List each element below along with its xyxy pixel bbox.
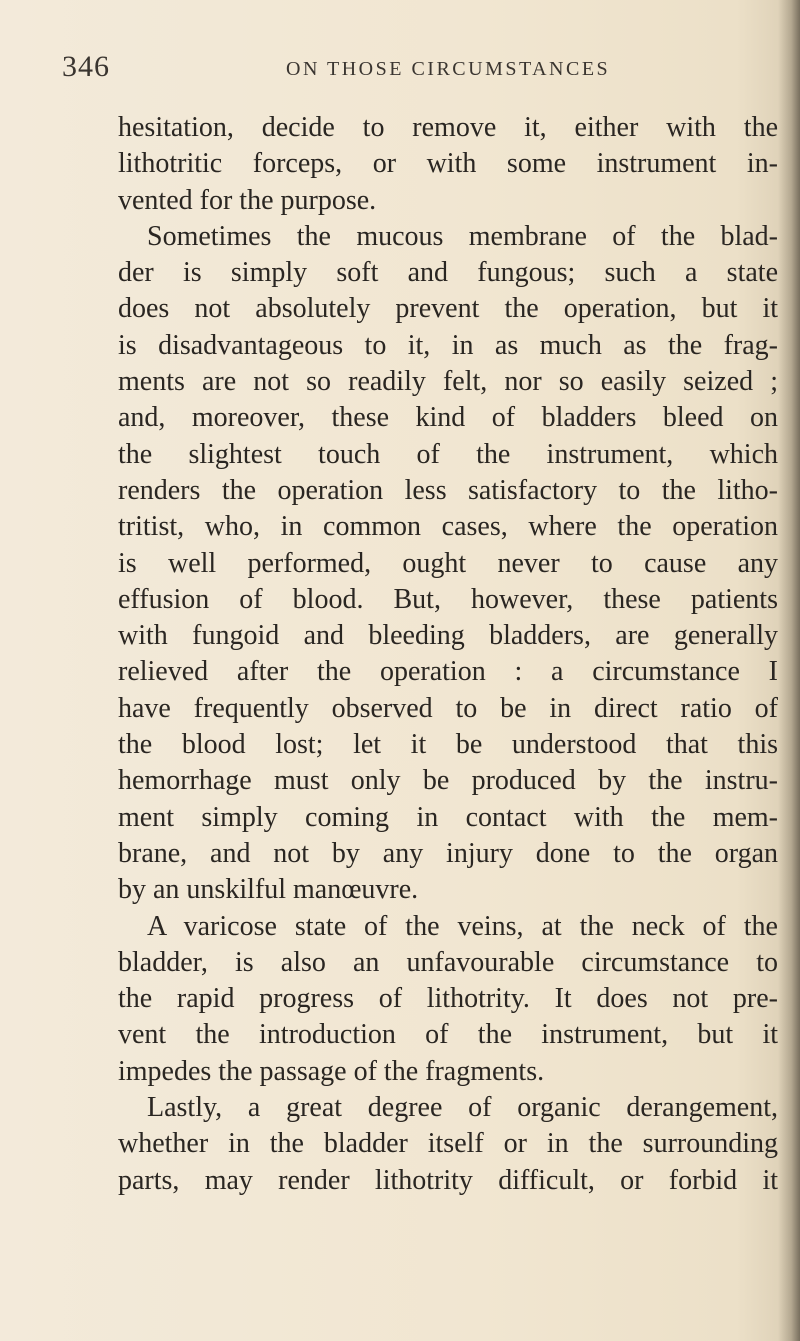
text-line-27: impedes the passage of the fragments. xyxy=(118,1055,545,1087)
text-line-13: is well performed, ought never to cause any xyxy=(118,547,778,579)
text-line-2: lithotritic forceps, or with some instrument in- xyxy=(118,148,778,180)
text-line-24: bladder, is also an unfavourable circumstance to xyxy=(118,946,778,978)
text-line-5: der is simply soft and fungous; such a state xyxy=(118,257,778,289)
body-text xyxy=(118,110,778,1199)
text-line-23: A varicose state of the veins, at the neck of the xyxy=(147,910,778,942)
text-line-18: the blood lost; let it be understood that this xyxy=(118,729,778,761)
text-line-26: vent the introduction of the instrument, but it xyxy=(118,1019,778,1051)
text-line-25: the rapid progress of lithotrity. It does not pre- xyxy=(118,983,778,1015)
text-line-11: renders the operation less satisfactory to the litho- xyxy=(118,474,778,506)
text-line-15: with fungoid and bleeding bladders, are generally xyxy=(118,620,778,652)
running-head: ON THOSE CIRCUMSTANCES xyxy=(286,58,611,80)
text-line-7: is disadvantageous to it, in as much as the frag- xyxy=(118,329,778,361)
text-line-9: and, moreover, these kind of bladders bleed on xyxy=(118,402,778,434)
text-line-20: ment simply coming in contact with the mem- xyxy=(118,801,778,833)
text-line-29: whether in the bladder itself or in the surrounding xyxy=(118,1128,778,1160)
page-edge-shadow xyxy=(778,0,800,1341)
text-line-1: hesitation, decide to remove it, either with the xyxy=(118,112,778,143)
text-line-10: the slightest touch of the instrument, which xyxy=(118,438,778,470)
text-line-8: ments are not so readily felt, nor so easily seized ; xyxy=(118,366,778,398)
page-number: 346 xyxy=(62,50,110,83)
text-line-14: effusion of blood. But, however, these patients xyxy=(118,583,778,615)
text-line-22: by an unskilful manœuvre. xyxy=(118,874,419,906)
text-line-19: hemorrhage must only be produced by the instru- xyxy=(118,765,778,797)
text-line-30: parts, may render lithotrity difficult, or forbid it xyxy=(118,1164,778,1196)
text-line-3: vented for the purpose. xyxy=(118,184,377,216)
text-line-12: tritist, who, in common cases, where the operation xyxy=(118,511,778,543)
text-line-17: have frequently observed to be in direct ratio of xyxy=(118,692,778,724)
text-line-16: relieved after the operation : a circumstance I xyxy=(118,656,778,688)
text-line-21: brane, and not by any injury done to the organ xyxy=(118,837,778,869)
text-line-6: does not absolutely prevent the operation, but it xyxy=(118,293,778,325)
text-line-4: Sometimes the mucous membrane of the blad- xyxy=(147,220,778,252)
text-line-28: Lastly, a great degree of organic derangement, xyxy=(147,1092,778,1124)
